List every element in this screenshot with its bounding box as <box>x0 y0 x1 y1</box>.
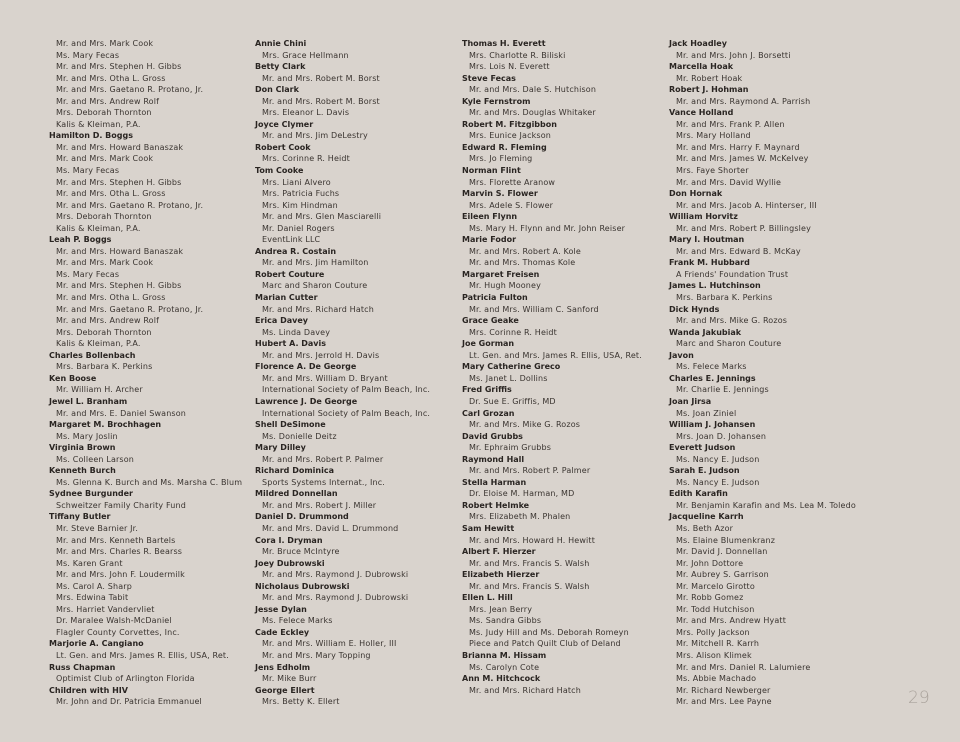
donor-name: Mrs. Corinne R. Heidt <box>262 154 350 164</box>
donor-name: Mr. Benjamin Karafin and Ms. Lea M. Toledo <box>676 500 856 510</box>
honoree-name: Annie Chini <box>255 39 307 48</box>
honoree-name: Kenneth Burch <box>49 466 116 476</box>
donor-name: Mr. and Mrs. John F. Loudermilk <box>56 570 185 580</box>
honoree-name: Javon <box>669 350 694 360</box>
donor-name: Mr. and Mrs. Richard Hatch <box>262 304 374 314</box>
donor-name: International Society of Palm Beach, Inc. <box>262 385 431 395</box>
donor-name: Ms. Mary Fecas <box>56 166 120 176</box>
donor-name: Mr. and Mrs. Stephen H. Gibbs <box>56 62 182 72</box>
donor-name: Ms. Mary H. Flynn and Mr. John Reiser <box>469 223 626 233</box>
donor-name: Ms. Sandra Gibbs <box>469 616 542 626</box>
donor-name: Mr. and Mrs. Robert A. Kole <box>469 246 581 256</box>
donor-name: Mrs. Grace Hellmann <box>262 50 349 60</box>
donor-name: Mrs. Jo Fleming <box>469 154 533 164</box>
honoree-name: Marjorie A. Cangiano <box>49 639 144 649</box>
honoree-name: Patricia Fulton <box>462 293 528 303</box>
honoree-name: Everett Judson <box>669 443 736 453</box>
donor-name: Mrs. Eleanor L. Davis <box>262 108 350 118</box>
honoree-name: Richard Dominica <box>255 466 334 476</box>
donor-name: Mr. and Mrs. Daniel R. Lalumiere <box>676 662 811 672</box>
honoree-name: Tom Cooke <box>255 166 304 176</box>
donor-name: Mr. and Mrs. Robert M. Borst <box>262 96 380 106</box>
donor-name: Dr. Sue E. Griffis, MD <box>469 396 556 406</box>
donor-name: Ms. Karen Grant <box>56 558 123 568</box>
honoree-name: Stella Harman <box>462 477 527 487</box>
column-4 <box>669 38 856 708</box>
donor-name: Mr. and Mrs. Robert M. Borst <box>262 73 380 83</box>
honoree-name: Raymond Hall <box>462 454 525 464</box>
donor-name: Mr. and Mrs. Raymond A. Parrish <box>676 96 811 106</box>
honoree-name: Sarah E. Judson <box>669 466 740 476</box>
honoree-name: Brianna M. Hissam <box>462 650 547 660</box>
donor-name: Mr. and Mrs. Douglas Whitaker <box>469 108 596 118</box>
donor-name: Mr. Daniel Rogers <box>262 223 335 233</box>
honoree-name: Kyle Fernstrom <box>462 96 531 106</box>
honoree-name: Wanda Jakubiak <box>669 327 742 337</box>
honoree-name: Sydnee Burgunder <box>49 489 133 499</box>
honoree-name: Leah P. Boggs <box>49 235 112 245</box>
donor-name: Mr. and Mrs. Gaetano R. Protano, Jr. <box>56 85 204 95</box>
honoree-name: Thomas H. Everett <box>462 39 546 48</box>
donor-name: Mr. John and Dr. Patricia Emmanuel <box>56 697 202 707</box>
honoree-name: Jens Edholm <box>255 662 311 672</box>
donor-name: Mr. and Mrs. Howard Banaszak <box>56 246 184 256</box>
donor-name: Mrs. Harriet Vandervliet <box>56 604 155 614</box>
donor-name: Mrs. Corinne R. Heidt <box>469 327 557 337</box>
donor-name: Mr. and Mrs. Frank P. Allen <box>676 119 785 129</box>
donor-name: Mr. and Mrs. William C. Sanford <box>469 304 599 314</box>
donor-name: Mr. Ephraim Grubbs <box>469 443 552 453</box>
donor-name: Mr. and Mrs. Andrew Hyatt <box>676 616 786 626</box>
donor-name: Mr. and Mrs. Raymond J. Dubrowski <box>262 570 409 580</box>
honoree-name: Robert Couture <box>255 269 325 279</box>
donor-name: Ms. Janet L. Dollins <box>469 373 548 383</box>
donor-name: Ms. Abbie Machado <box>676 674 757 684</box>
donor-name: Ms. Donielle Deitz <box>262 431 337 441</box>
donor-name: International Society of Palm Beach, Inc. <box>262 408 431 418</box>
honoree-name: Mary Catherine Greco <box>462 362 561 372</box>
donor-name: Mr. and Mrs. Otha L. Gross <box>56 189 166 199</box>
donor-name: Mr. and Mrs. James W. McKelvey <box>676 154 809 164</box>
donor-name: Kalis & Kleiman, P.A. <box>56 339 141 349</box>
donor-name: Mr. and Mrs. Dale S. Hutchison <box>469 85 597 95</box>
donor-name: Mr. and Mrs. Mark Cook <box>56 154 154 164</box>
donor-name: Optimist Club of Arlington Florida <box>56 674 195 684</box>
honoree-name: Robert M. Fitzgibbon <box>462 119 557 129</box>
honoree-name: Nicholaus Dubrowski <box>255 581 350 591</box>
honoree-name: Jacqueline Karrh <box>669 512 744 522</box>
honoree-name: Marian Cutter <box>255 293 318 303</box>
donor-name: Mr. and Mrs. E. Daniel Swanson <box>56 408 186 418</box>
donor-name: Mr. Robert Hoak <box>676 73 743 83</box>
donor-name: Mr. and Mrs. Lee Payne <box>676 697 772 707</box>
donor-name: Mr. Bruce McIntyre <box>262 547 340 557</box>
honoree-name: Marie Fodor <box>462 235 517 245</box>
donor-name: Mr. and Mrs. Robert J. Miller <box>262 500 377 510</box>
honoree-name: Hamilton D. Boggs <box>49 131 133 141</box>
honoree-name: Daniel D. Drummond <box>255 512 349 522</box>
donor-name: Mr. and Mrs. Otha L. Gross <box>56 293 166 303</box>
honoree-name: George Ellert <box>255 685 315 695</box>
donor-name: Mr. and Mrs. Richard Hatch <box>469 685 581 695</box>
honoree-name: Don Hornak <box>669 189 723 199</box>
honoree-name: Albert F. Hierzer <box>462 547 536 557</box>
column-2 <box>255 38 430 708</box>
honoree-name: Florence A. De George <box>255 362 357 372</box>
donor-name: Mr. and Mrs. Jim DeLestry <box>262 131 368 141</box>
donor-name: Mr. and Mrs. Stephen H. Gibbs <box>56 281 182 291</box>
donor-name: Mr. Mike Burr <box>262 674 317 684</box>
donor-name: Mrs. Deborah Thornton <box>56 327 152 337</box>
donor-name: Mrs. Barbara K. Perkins <box>676 293 773 303</box>
honoree-name: Jewel L. Branham <box>49 396 128 406</box>
donor-name: Mrs. Liani Alvero <box>262 177 331 187</box>
honoree-name: Charles E. Jennings <box>669 373 756 383</box>
donor-name: Mr. and Mrs. Jacob A. Hinterser, III <box>676 200 817 210</box>
donor-name: Mr. Charlie E. Jennings <box>676 385 769 395</box>
donor-name: Ms. Nancy E. Judson <box>676 454 760 464</box>
donor-name: Mrs. Mary Holland <box>676 131 751 141</box>
donor-name: Mr. and Mrs. Andrew Rolf <box>56 96 160 106</box>
donor-name: Kalis & Kleiman, P.A. <box>56 119 141 129</box>
donor-name: Flagler County Corvettes, Inc. <box>56 627 180 637</box>
honoree-name: Marcella Hoak <box>669 62 734 72</box>
donor-name: Mrs. Lois N. Everett <box>469 62 550 72</box>
donor-name: Mr. and Mrs. Mike G. Rozos <box>676 316 788 326</box>
honoree-name: Joan Jirsa <box>669 396 712 406</box>
donor-name: Ms. Carol A. Sharp <box>56 581 132 591</box>
donor-name: Lt. Gen. and Mrs. James R. Ellis, USA, Ret. <box>469 350 642 360</box>
honoree-name: Cade Eckley <box>255 627 310 637</box>
donor-name: Mr. and Mrs. Mary Topping <box>262 650 371 660</box>
donor-name: Ms. Nancy E. Judson <box>676 477 760 487</box>
honoree-name: Frank M. Hubbard <box>669 258 750 268</box>
page-number: 29 <box>908 688 930 708</box>
donor-name: Ms. Joan Ziniel <box>676 408 737 418</box>
donor-name: Mrs. Barbara K. Perkins <box>56 362 153 372</box>
donor-name: Mrs. Alison Klimek <box>676 650 752 660</box>
donor-name: Mr. and Mrs. Howard Banaszak <box>56 142 184 152</box>
donor-name: Ms. Mary Joslin <box>56 431 118 441</box>
donor-name: Ms. Felece Marks <box>262 616 333 626</box>
donor-name: Mr. Marcelo Girotto <box>676 581 755 591</box>
donor-name: Mrs. Adele S. Flower <box>469 200 554 210</box>
donor-name: Marc and Sharon Couture <box>676 339 782 349</box>
honoree-name: Mary Dilley <box>255 443 306 453</box>
donor-name: Ms. Felece Marks <box>676 362 747 372</box>
honoree-name: Russ Chapman <box>49 662 116 672</box>
donor-name: Mrs. Betty K. Ellert <box>262 697 340 707</box>
honoree-name: Joe Gorman <box>462 339 515 349</box>
donor-name: Dr. Eloise M. Harman, MD <box>469 489 575 499</box>
donor-name: Mrs. Charlotte R. Biliski <box>469 50 566 60</box>
donor-name: Mr. William H. Archer <box>56 385 143 395</box>
donor-name: Mrs. Polly Jackson <box>676 627 750 637</box>
honoree-name: James L. Hutchinson <box>669 281 761 291</box>
donor-name: Mr. David J. Donnellan <box>676 547 768 557</box>
donor-name: Mr. and Mrs. Harry F. Maynard <box>676 142 800 152</box>
donor-name: Kalis & Kleiman, P.A. <box>56 223 141 233</box>
donor-name: Marc and Sharon Couture <box>262 281 368 291</box>
donor-name: Ms. Beth Azor <box>676 523 734 533</box>
honoree-name: Steve Fecas <box>462 73 516 83</box>
honoree-name: Children with HIV <box>49 685 128 695</box>
honoree-name: Mildred Donnellan <box>255 489 338 499</box>
donor-name: Mr. and Mrs. Charles R. Bearss <box>56 547 183 557</box>
donor-name: Mr. and Mrs. Robert P. Palmer <box>469 466 591 476</box>
honoree-name: Eileen Flynn <box>462 212 518 222</box>
donor-name: Mr. and Mrs. William E. Holler, III <box>262 639 397 649</box>
donor-name: Piece and Patch Quilt Club of Deland <box>469 639 621 649</box>
honoree-name: Hubert A. Davis <box>255 339 327 349</box>
donor-name: Mr. and Mrs. Robert P. Palmer <box>262 454 384 464</box>
donor-name: Mr. and Mrs. Mark Cook <box>56 39 154 48</box>
honoree-name: Lawrence J. De George <box>255 396 358 406</box>
honoree-name: Grace Geake <box>462 316 519 326</box>
donor-name: Mrs. Deborah Thornton <box>56 212 152 222</box>
honoree-name: Mary I. Houtman <box>669 235 745 245</box>
honoree-name: Andrea R. Costain <box>255 246 337 256</box>
donor-name: Mr. and Mrs. Edward B. McKay <box>676 246 801 256</box>
donor-name: Mr. and Mrs. Raymond J. Dubrowski <box>262 593 409 603</box>
honoree-name: Don Clark <box>255 85 299 95</box>
honoree-name: Margaret M. Brochhagen <box>49 420 162 430</box>
donor-name: Mr. and Mrs. Robert P. Billingsley <box>676 223 811 233</box>
donor-name: Mr. and Mrs. John J. Borsetti <box>676 50 791 60</box>
donor-name: Mr. and Mrs. Glen Masciarelli <box>262 212 382 222</box>
donor-name: Mr. and Mrs. Jim Hamilton <box>262 258 369 268</box>
donor-name: Mrs. Patricia Fuchs <box>262 189 340 199</box>
donor-name: Mr. and Mrs. David Wyllie <box>676 177 782 187</box>
donor-name: Mr. and Mrs. Gaetano R. Protano, Jr. <box>56 200 204 210</box>
donor-name: Mr. and Mrs. Francis S. Walsh <box>469 558 590 568</box>
honoree-name: Norman Flint <box>462 166 521 176</box>
donor-name: Mrs. Eunice Jackson <box>469 131 552 141</box>
honoree-name: Shell DeSimone <box>255 420 326 430</box>
honoree-name: Dick Hynds <box>669 304 720 314</box>
honoree-name: Marvin S. Flower <box>462 189 538 199</box>
honoree-name: Ellen L. Hill <box>462 593 513 603</box>
donor-name: Mr. John Dottore <box>676 558 744 568</box>
donor-name: Mr. Hugh Mooney <box>469 281 541 291</box>
donor-name: Mrs. Joan D. Johansen <box>676 431 767 441</box>
honoree-name: Sam Hewitt <box>462 523 515 533</box>
honoree-name: Joyce Clymer <box>255 119 314 129</box>
donor-name: Ms. Glenna K. Burch and Ms. Marsha C. Blum <box>56 477 243 487</box>
donor-name: Mr. and Mrs. Kenneth Bartels <box>56 535 176 545</box>
donor-name: Mr. and Mrs. Gaetano R. Protano, Jr. <box>56 304 204 314</box>
donor-name: Ms. Mary Fecas <box>56 269 120 279</box>
honoree-name: Margaret Freisen <box>462 269 540 279</box>
column-3 <box>462 38 642 696</box>
honoree-name: William Horvitz <box>669 212 738 222</box>
donor-name: EventLink LLC <box>262 235 321 245</box>
honoree-name: Joey Dubrowski <box>255 558 325 568</box>
donor-name: Ms. Carolyn Cote <box>469 662 540 672</box>
donor-name: Mr. Steve Barnier Jr. <box>56 523 139 533</box>
donor-name: Mr. and Mrs. William D. Bryant <box>262 373 388 383</box>
honoree-name: Robert Helmke <box>462 500 530 510</box>
honoree-name: Fred Griffis <box>462 385 512 395</box>
donor-name: Lt. Gen. and Mrs. James R. Ellis, USA, Ret. <box>56 650 229 660</box>
donor-name: Mr. and Mrs. Stephen H. Gibbs <box>56 177 182 187</box>
honoree-name: Jesse Dylan <box>255 604 307 614</box>
honoree-name: Betty Clark <box>255 62 306 72</box>
donor-name: Dr. Maralee Walsh-McDaniel <box>56 616 172 626</box>
donor-name: Mr. and Mrs. Mike G. Rozos <box>469 420 581 430</box>
donor-name: A Friends' Foundation Trust <box>676 269 789 279</box>
honoree-name: Tiffany Butler <box>49 512 111 522</box>
honoree-name: Edith Karafin <box>669 489 728 499</box>
honoree-name: Robert Cook <box>255 142 311 152</box>
donor-name: Mr. and Mrs. Otha L. Gross <box>56 73 166 83</box>
donor-name: Mrs. Elizabeth M. Phalen <box>469 512 571 522</box>
donor-name: Mr. and Mrs. Jerrold H. Davis <box>262 350 380 360</box>
donor-name: Mr. and Mrs. Andrew Rolf <box>56 316 160 326</box>
donor-name: Mrs. Florette Aranow <box>469 177 556 187</box>
donor-name: Mr. Robb Gomez <box>676 593 744 603</box>
honoree-name: Edward R. Fleming <box>462 142 547 152</box>
honoree-name: Robert J. Hohman <box>669 85 749 95</box>
honoree-name: William J. Johansen <box>669 420 756 430</box>
donor-name: Sports Systems Internat., Inc. <box>262 477 385 487</box>
donor-name: Ms. Colleen Larson <box>56 454 135 464</box>
donor-name: Mr. and Mrs. Thomas Kole <box>469 258 576 268</box>
donor-name: Mrs. Deborah Thornton <box>56 108 152 118</box>
donor-name: Mrs. Kim Hindman <box>262 200 338 210</box>
donor-name: Mr. and Mrs. David L. Drummond <box>262 523 399 533</box>
donor-name: Mr. and Mrs. Mark Cook <box>56 258 154 268</box>
donor-name: Mr. Mitchell R. Karrh <box>676 639 760 649</box>
donor-name: Ms. Judy Hill and Ms. Deborah Romeyn <box>469 627 629 637</box>
honoree-name: Cora I. Dryman <box>255 535 323 545</box>
honoree-name: Erica Davey <box>255 316 308 326</box>
honoree-name: Jack Hoadley <box>669 39 727 48</box>
honoree-name: Elizabeth Hierzer <box>462 570 540 580</box>
honoree-name: Ken Boose <box>49 373 97 383</box>
donor-name: Mr. Aubrey S. Garrison <box>676 570 769 580</box>
donor-name: Mr. and Mrs. Howard H. Hewitt <box>469 535 595 545</box>
donor-name: Ms. Elaine Blumenkranz <box>676 535 776 545</box>
donor-name: Ms. Mary Fecas <box>56 50 120 60</box>
donor-name: Ms. Linda Davey <box>262 327 331 337</box>
donor-name: Mrs. Edwina Tabit <box>56 593 129 603</box>
donor-name: Mrs. Faye Shorter <box>676 166 749 176</box>
honoree-name: Charles Bollenbach <box>49 350 136 360</box>
honoree-name: Ann M. Hitchcock <box>462 674 541 684</box>
honoree-name: Carl Grozan <box>462 408 515 418</box>
donor-name: Mr. Richard Newberger <box>676 685 771 695</box>
honoree-name: David Grubbs <box>462 431 523 441</box>
honoree-name: Vance Holland <box>669 108 734 118</box>
donor-name: Mr. and Mrs. Francis S. Walsh <box>469 581 590 591</box>
donor-name: Schweitzer Family Charity Fund <box>56 500 186 510</box>
donor-name: Mrs. Jean Berry <box>469 604 533 614</box>
honoree-name: Virginia Brown <box>49 443 116 453</box>
column-1 <box>49 38 242 708</box>
donor-name: Mr. Todd Hutchison <box>676 604 755 614</box>
